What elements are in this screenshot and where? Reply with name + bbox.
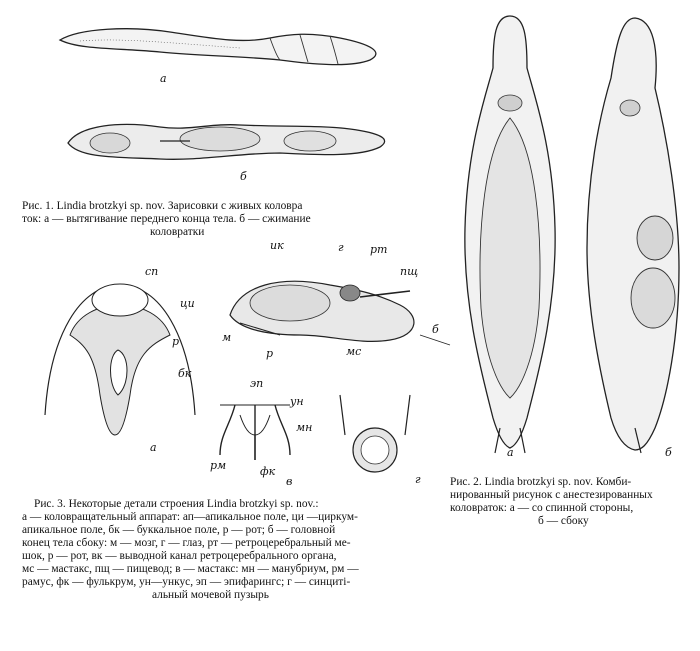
figure-3-caption-line: шок, р — рот, вк — выводной канал ретроцеребрального органа, [22,550,337,562]
figure-3b-label-rt: рт [370,243,388,256]
figure-3v-label-v: в [286,475,293,488]
figure-3-caption-line: альный мочевой пузырь [152,589,269,601]
figure-3a-label-sp: сп [145,265,159,278]
figure-2b-label: б [665,446,672,459]
figure-3g [325,395,425,485]
figure-3b-label-r: р [266,347,274,360]
figure-3-caption [22,498,442,602]
figure-1-caption [22,200,402,239]
figure-2-caption [450,476,700,528]
figure-3-caption-line: конец тела сбоку: м — мозг, г — глаз, рт — ретроцеребральный ме- [22,537,351,549]
figure-3b-label-m: м [222,331,232,344]
figure-1-drawing-a [40,8,400,78]
figure-1a-label: а [160,72,167,85]
figure-3a-label-r: р [172,335,180,348]
figure-3-caption-line: рамус, фк — фулькрум, ун—ункус, эп — эпифарингс; г — синциті- [22,576,351,588]
figure-1-caption-line: Рис. 1. Lindia brotzkyi sp. nov. Зарисовки с живых коловра [22,200,303,212]
figure-3-caption-line: Рис. 3. Некоторые детали строения Lindia brotzkyi sp. nov.: [34,498,319,510]
figure-3v-label-mn: мн [296,421,313,434]
figure-3-caption-line: мс — мастакс, пщ — пищевод; в — мастакс: мн — манубриум, рм — [22,563,359,575]
figure-3b-label-b: б [432,323,439,336]
figure-2 [455,8,695,468]
figure-3b [220,235,450,365]
figure-3b-drawing [220,235,450,365]
figure-3a-label-ci: ци [180,297,195,310]
figure-3b-label-psch: пщ [400,265,419,278]
figure-2-drawing-b [575,8,695,458]
figure-3v-label-un: ун [290,395,304,408]
figure-3v-label-fk: фк [260,465,276,478]
figure-3a [30,255,200,455]
figure-3a-label-a: а [150,441,157,454]
figure-2-caption-line: нированный рисунок с анестезированных [450,489,653,501]
figure-2-caption-line: б — сбоку [538,515,589,527]
figure-3-caption-line: а — коловращательный аппарат: ап—апикальное поле, ци —циркум- [22,511,358,523]
figure-3g-drawing [325,395,425,485]
figure-3b-label-g: г [338,241,344,254]
figure-1-drawing-b [40,103,400,173]
figure-3v [200,375,313,488]
figure-3-caption-line: апикальное поле, бк — буккальное поле, р — рот; б — головной [22,524,336,536]
figure-1-caption-line: ток: а — вытягивание переднего конца тела. б — сжимание [22,213,311,225]
figure-3g-label: г [415,473,421,486]
figure-1b-label: б [240,170,247,183]
figure-3b-label-uk: ик [270,239,284,252]
figure-2a-label: а [507,446,514,459]
figure-3v-label-rm: рм [210,459,227,472]
figure-2-caption-line: коловраток: а — со спинной стороны, [450,502,634,514]
figure-3v-label-ep: эп [250,377,264,390]
figure-2-caption-line: Рис. 2. Lindia brotzkyi sp. nov. Комби- [450,476,632,488]
figure-3a-drawing [30,255,200,455]
figure-1-caption-line: коловратки [150,226,205,238]
figure-2-drawing-a [455,8,565,458]
figure-3b-label-ms: мс [346,345,362,358]
figure-3a-label-bk: бк [178,367,192,380]
figure-1 [40,8,400,188]
